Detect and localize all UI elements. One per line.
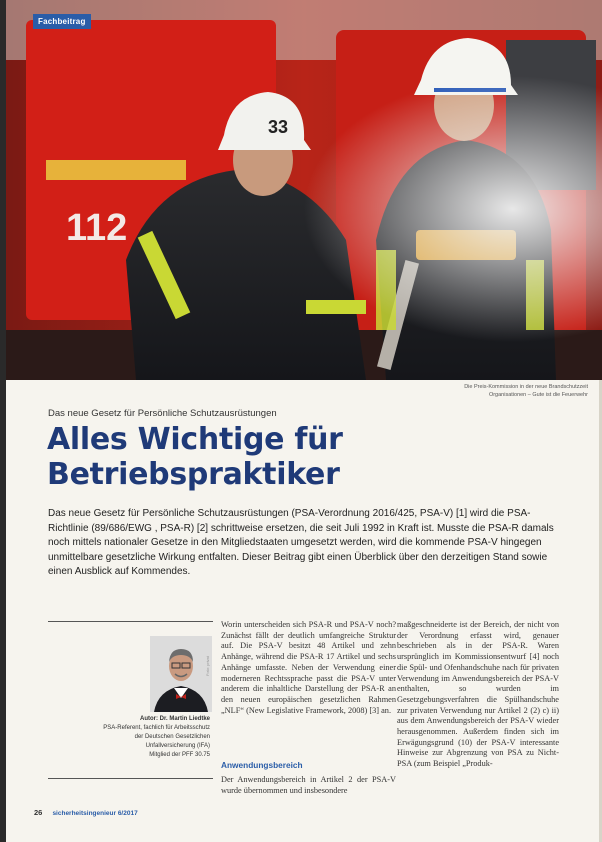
firefighters-illustration: [6, 0, 602, 380]
author-name: Autor: Dr. Martin Liedtke: [139, 716, 210, 722]
hero-photo: [6, 0, 602, 380]
photo-caption: Die Preis-Kommission in der neue Brandschutzzeit Organisationen – Gute ist die Feuerwehr: [464, 384, 588, 398]
author-info: [60, 715, 210, 760]
section-subhead: Anwendungsbereich: [221, 760, 303, 770]
author-box-rule-top: [48, 621, 213, 622]
article-headline: [47, 422, 343, 492]
body-column-2: Worin unterscheiden sich PSA-R und PSA-V noch? Zunächst fällt der deutlich umfangreiche Struktur auf. Die PSA-V besitzt 48 Artikel und zehn Anhänge, während die PSA-R 17 Artikel und sechs Anhänge umfasste. Neben der Verwendung einer moderneren Rechtssprache passt die PSA-V unter anderem die inhaltliche Darstellung der PSA-R an den neuen europäischen gesetzlichen Rahmen „NLF“ (New Legislative Framework, 2008) [3] an.: [221, 620, 396, 715]
author-bio-1: PSA-Referent, fachlich für Arbeitsschutz: [103, 725, 210, 731]
author-bio-4: Mitglied der PFF 30.75: [149, 752, 210, 758]
publication-name: sicherheitsingenieur 6/2017: [52, 810, 138, 817]
author-portrait: [150, 636, 212, 712]
category-tag: Fachbeitrag: [33, 14, 91, 29]
author-box-rule-bottom: [48, 778, 213, 779]
headline-line-1: Alles Wichtige für: [47, 422, 343, 457]
article-lead: Das neue Gesetz für Persönliche Schutzausrüstungen (PSA-Verordnung 2016/425, PSA-V) [1] wird die PSA-Richtlinie (89/686/EWG , PSA-R) [2] schrittweise ersetzen, die seit Juli 1992 in Kraft ist. Musste die PSA-R damals noch mittels nationaler Gesetze in den Mitgliedstaaten umgesetzt werden, wird die kommende PSA-V hingegen unmittelbare gesetzliche Wirkung entfalten. Dieser Beitrag gibt einen Überblick über den derzeitigen Stand sowie einen Ausblick auf Kommendes.: [48, 508, 554, 577]
author-bio-3: Unfallversicherung (IFA): [145, 743, 210, 749]
page-footer: [34, 808, 138, 817]
body-column-2-continued: Der Anwendungsbereich in Artikel 2 der PSA-V wurde übernommen und insbesondere: [221, 775, 396, 795]
author-bio-2: der Deutschen Gesetzlichen: [134, 734, 210, 740]
page-number: 26: [34, 808, 43, 817]
body-column-3: maßgeschneiderte ist der Bereich, der nicht von der Verordnung erfasst wird, genauer beschrieben als in der PSA-R. Waren ursprünglich im Kommissionsentwurf [4] noch die Spül- und Ofenhandschuhe nach für privaten Verwendung im Anwendungsbereich der PSA-V enthalten, so wurden im Gesetzgebungsverfahren die Spülhandschuhe zur privaten Verwendung nur Artikel 2 (2) c) ii) aus dem Anwendungsbereich der PSA-V wieder herausgenommen. Außerdem finden sich im Erwägungsgrund (10) der PSA-V interessante Hinweise zur Abgrenzung von PSA zu Nicht-PSA (zum Beispiel „Produk-: [397, 620, 559, 769]
portrait-image: [150, 636, 212, 712]
photo-credit: Foto: privat: [205, 655, 210, 676]
article-kicker: Das neue Gesetz für Persönliche Schutzausrüstungen: [48, 408, 277, 419]
headline-line-2: Betriebspraktiker: [47, 457, 340, 492]
